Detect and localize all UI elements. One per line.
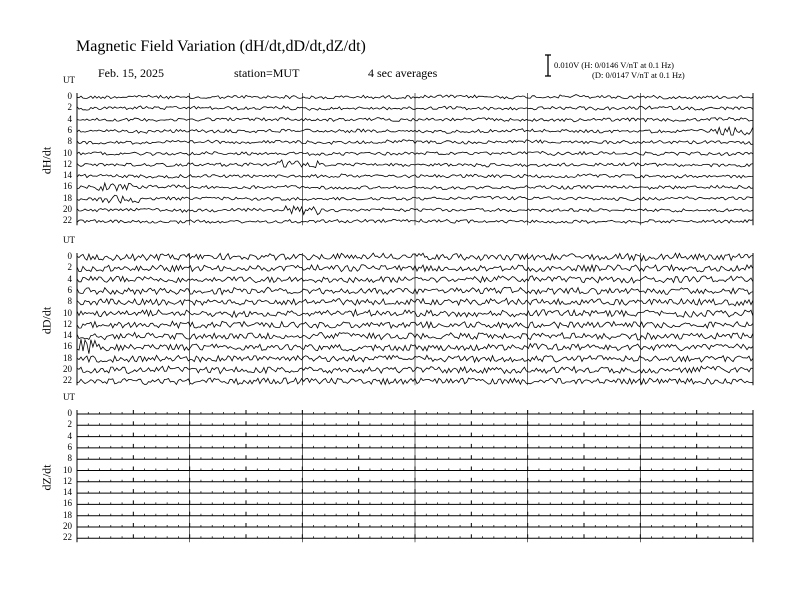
row-hour-label: 8 (67, 453, 72, 464)
row-hour-label: 12 (63, 475, 72, 486)
chart-station: station=MUT (234, 66, 300, 80)
row-hour-label: 6 (67, 441, 72, 452)
scale-bar-d-note: (D: 0/0147 V/nT at 0.1 Hz) (592, 70, 685, 80)
hour-grid (77, 93, 753, 542)
ut-axis-label: UT (63, 392, 75, 402)
row-hour-label: 12 (63, 158, 72, 169)
row-hour-label: 8 (67, 136, 72, 147)
row-hour-label: 2 (67, 419, 72, 430)
row-hour-label: 4 (67, 273, 72, 284)
row-hour-label: 18 (63, 192, 72, 203)
row-hour-label: 20 (63, 364, 72, 374)
scale-bar (545, 55, 551, 76)
scale-bar-value (554, 60, 674, 70)
row-hour-label: 18 (63, 509, 72, 520)
row-hour-label: 12 (63, 318, 72, 329)
row-hour-label: 18 (63, 352, 72, 363)
row-hour-label: 0 (67, 251, 72, 261)
row-hour-label: 10 (63, 307, 72, 318)
row-hour-label: 4 (67, 430, 72, 441)
row-hour-label: 22 (63, 215, 72, 226)
panel-label: dZ/dt (39, 464, 54, 491)
row-hour-label: 16 (63, 341, 72, 352)
ut-axis-label: UT (63, 235, 75, 245)
row-hour-label: 20 (63, 521, 72, 531)
chart-date: Feb. 15, 2025 (98, 66, 164, 80)
row-hour-label: 6 (67, 284, 72, 295)
row-hour-label: 14 (63, 487, 72, 498)
row-hour-label: 2 (67, 262, 72, 273)
chart-averaging: 4 sec averages (368, 66, 438, 80)
ut-axis-label: UT (63, 75, 75, 85)
row-hour-label: 10 (63, 464, 72, 475)
chart-title: Magnetic Field Variation (dH/dt,dD/dt,dZ/dt) (76, 38, 366, 55)
row-hour-label: 14 (63, 330, 72, 341)
row-hour-label: 16 (63, 181, 72, 192)
row-hour-label: 22 (63, 532, 72, 543)
row-hour-label: 14 (63, 170, 72, 181)
row-hour-label: 8 (67, 296, 72, 307)
panel-label: dH/dt (39, 146, 54, 175)
row-hour-label: 6 (67, 124, 72, 135)
panel-label: dD/dt (39, 306, 54, 335)
scale-bar-label: 0.010V (554, 60, 580, 70)
row-hour-label: 2 (67, 102, 72, 113)
row-hour-label: 10 (63, 147, 72, 158)
row-hour-label: 22 (63, 375, 72, 386)
row-hour-label: 16 (63, 498, 72, 509)
row-hour-label: 4 (67, 113, 72, 124)
row-hour-label: 0 (67, 408, 72, 418)
row-hour-label: 20 (63, 204, 72, 214)
row-hour-label: 0 (67, 91, 72, 101)
scale-bar-h-note: (H: 0/0146 V/nT at 0.1 Hz) (581, 60, 674, 70)
